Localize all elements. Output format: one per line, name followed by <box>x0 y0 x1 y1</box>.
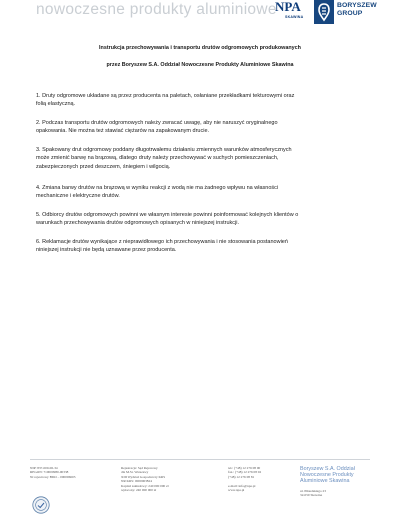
boryszew-group-logo-text <box>337 2 377 18</box>
footer-email: e-mail: info@npa.pl <box>228 483 256 488</box>
footer-line: Kapitał zakładowy: 240 000 000 zł <box>121 483 169 488</box>
paragraph-line: 3. Spakowany drut odgromowy poddany długotrwałemu działaniu zmiennych warunków atmosferycznych <box>36 147 292 153</box>
footer-phone: tel.: (+48) 12 276 08 00 <box>228 466 261 470</box>
company-name-line: Boryszew S.A. Oddział <box>300 466 355 472</box>
footer-line: wpłacony: 240 000 000 zł <box>121 488 157 493</box>
address-street: ul. Piłsudskiego 23 <box>300 488 326 493</box>
document-title-line1: Instrukcja przechowywania i transportu drutów odgromowych produkowanych <box>99 45 301 51</box>
footer-divider <box>30 459 370 460</box>
company-name-line: Aluminiowe Skawina <box>300 478 350 485</box>
certification-badge-icon <box>32 496 50 514</box>
paragraph-line: 1. Druty odgromowe układane są przez producenta na paletach, osłaniane przekładkami tekturowymi oraz <box>36 93 295 99</box>
npa-logo-mark: NPA <box>275 0 301 14</box>
footer-bdo: Nr rejestrowy BDO – 000006603 <box>30 474 76 479</box>
footer-website: www.npa.pl <box>228 488 245 493</box>
footer-line: Rejestracja: Sąd Rejonowy <box>121 466 158 470</box>
footer-registration-ids <box>30 466 75 479</box>
instruction-paragraph-1 <box>36 92 366 109</box>
footer-phone-2: (+48) 12 276 08 81 <box>228 474 255 479</box>
instruction-paragraph-6 <box>36 238 366 255</box>
group-logo-line1: BORYSZEW <box>337 2 377 9</box>
boryszew-group-logo-icon <box>314 0 334 24</box>
paragraph-line: 5. Odbiorcy drutów odgromowych powinni we własnym interesie powinni poinformować kolejnych klientów o <box>36 212 299 218</box>
footer-line: NR KRS: 0000063824 <box>121 479 152 484</box>
address-city: 32-050 Skawina <box>300 493 323 498</box>
paragraph-line: warunkach przechowywania drutów odgromowych opisanych w niniejszej instrukcji. <box>36 220 239 227</box>
company-name-line: Nowoczesne Produkty <box>300 472 354 479</box>
footer-line: dla M.St. Warszawy <box>121 470 149 475</box>
document-title-line2: przez Boryszew S.A. Oddział Nowoczesne Produkty Aluminiowe Skawina <box>106 62 294 68</box>
footer-regon: REGON: 710000980-00338 <box>30 470 69 475</box>
letterhead <box>0 0 400 24</box>
paragraph-line: mechaniczne i elektryczne drutów. <box>36 193 120 200</box>
paragraph-line: może zmienić barwę na brązową, dlatego druty należy przechowywać w suchych pomieszczeniach, <box>36 155 279 162</box>
footer-court-registration <box>121 466 169 492</box>
footer-line: XIII Wydział Gospodarczy KRS <box>121 474 166 479</box>
instruction-paragraph-5 <box>36 211 366 228</box>
instruction-paragraph-3 <box>36 146 366 171</box>
paragraph-line: zabezpieczonych przed deszczem, śniegiem i wilgocią. <box>36 163 171 170</box>
footer-nip: NIP: 837-000-06-34 <box>30 466 58 470</box>
paragraph-line: folią elastyczną. <box>36 101 76 108</box>
instruction-paragraph-4 <box>36 184 366 201</box>
footer-company-address <box>300 466 355 497</box>
npa-logo <box>275 0 311 22</box>
paragraph-line: 6. Reklamacje drutów wynikające z nieprawidłowego ich przechowywania i nie stosowania postanowień <box>36 239 288 245</box>
footer-fax: fax.: (+48) 12 276 08 02 <box>228 470 262 475</box>
instruction-paragraph-2 <box>36 119 366 136</box>
paragraph-line: 2. Podczas transportu drutów odgromowych należy zwracać uwagę, aby nie naruszyć oryginalnego <box>36 120 278 126</box>
group-logo-line2: GROUP <box>337 10 363 17</box>
paragraph-line: 4. Zmiana barwy drutów na brązową w wyniku reakcji z wodą nie ma żadnego wpływu na własności <box>36 185 279 191</box>
paragraph-line: niniejszej instrukcji nie będą uznawane przez producenta. <box>36 247 177 254</box>
paragraph-line: opakowania. Nie można też stawiać ciężarów na zapakowanym drucie. <box>36 128 210 135</box>
header-tagline: nowoczesne produkty aluminiowe <box>36 1 277 18</box>
footer-contact <box>228 466 261 492</box>
npa-logo-subtitle: SKAWINA <box>285 15 304 19</box>
